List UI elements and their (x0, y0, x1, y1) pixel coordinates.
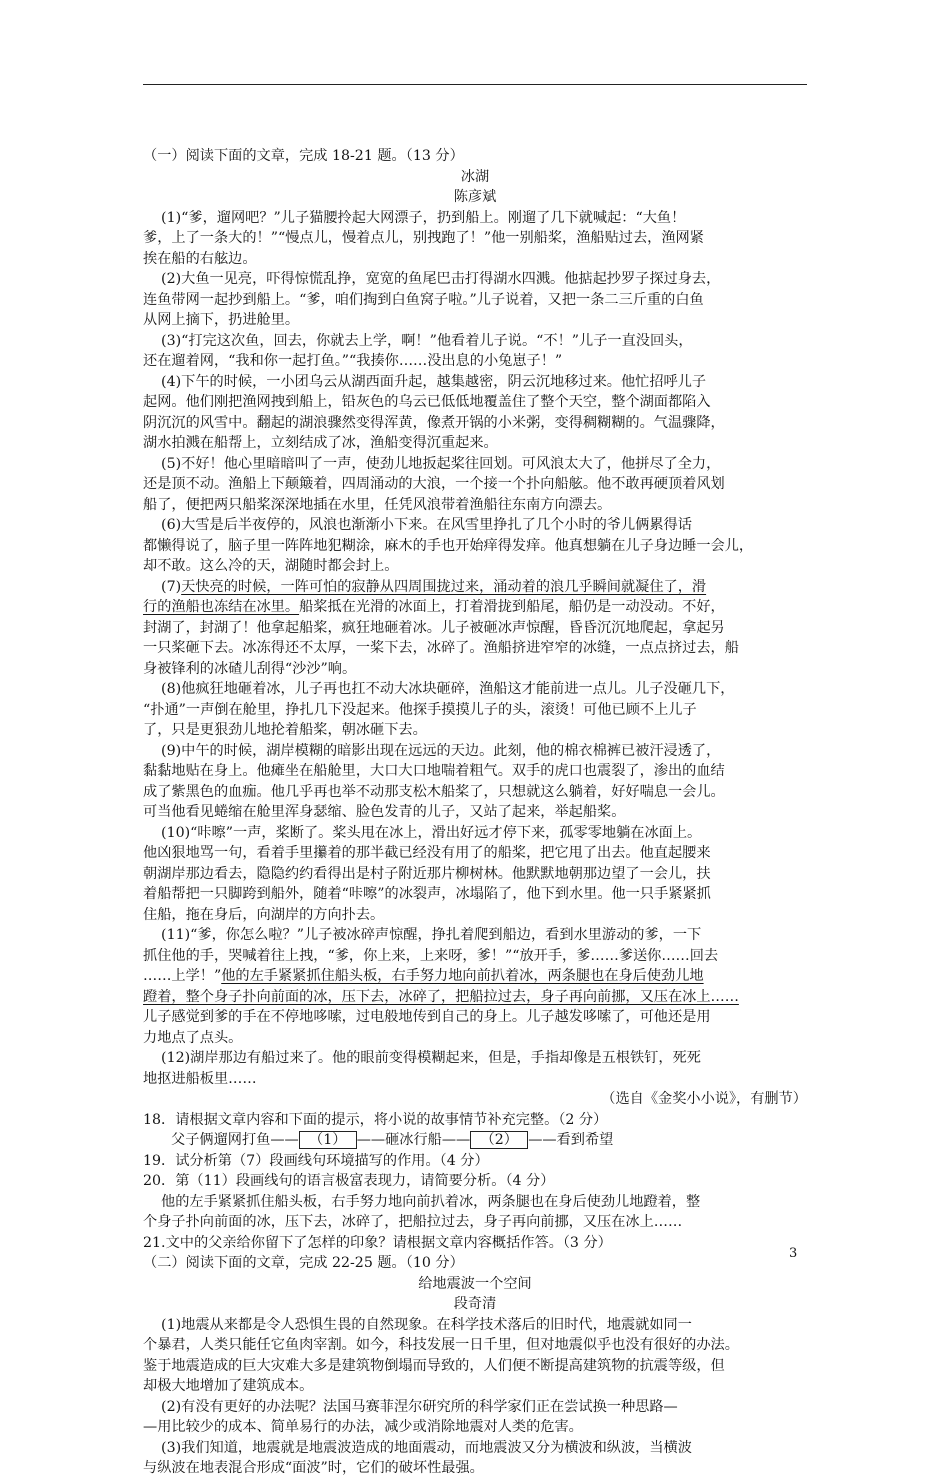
text-line: 地抠进船板里…… (143, 1070, 257, 1087)
text-line: 封湖了，封湖了！他拿起船桨，疯狂地砸着冰。儿子被砸冰声惊醒，昏昏沉沉地爬起，拿起另 (143, 619, 725, 636)
text-line: —用比较少的成本、简单易行的办法，减少或消除地震对人类的危害。 (143, 1419, 583, 1435)
text-span: ……上学！” (143, 968, 222, 984)
text-line: (8)他疯狂地砸着冰，儿子再也扛不动大冰块砸碎，渔船这才能前进一点儿。儿子没砸几下， (143, 681, 735, 697)
text-line: 儿子感觉到爹的手在不停地哆嗦，过电般地传到自己的身上。儿子越发哆嗦了，可他还是用 (143, 1009, 711, 1025)
article1-paragraph-3 (143, 331, 807, 372)
text-line: 个暴君，人类只能任它鱼肉宰割。如今，科技发展一日千里，但对地震似乎也没有很好的办法。 (143, 1337, 739, 1353)
flow-step-2: ——砸冰行船—— (356, 1132, 471, 1148)
text-line: 都懒得说了，脑子里一阵阵地犯糊涂，麻木的手也开始痒得发痒。他真想躺在儿子身边睡一会儿， (143, 537, 754, 554)
text-line: 阴沉沉的风雪中。翻起的湖浪骤然变得浑黄，像煮开锅的小米粥，变得稠糊糊的。气温骤降， (143, 414, 725, 431)
text-line (143, 966, 807, 987)
flow-step-1: 父子俩遛网打鱼—— (171, 1132, 299, 1148)
underlined-sentence: 天快亮的时候，一阵可怕的寂静从四周围拢过来，涌动着的浪几乎瞬间就凝住了，滑 (181, 578, 707, 595)
answer-blank-2[interactable]: （2） (470, 1131, 528, 1149)
question-18: 18．请根据文章内容和下面的提示，将小说的故事情节补充完整。（2 分） (143, 1111, 608, 1128)
text-line: 朝湖岸那边看去，隐隐约约看得出是村子附近那片柳树林。他默默地朝那边望了一会儿，扶 (143, 865, 711, 882)
text-line: 他的左手紧紧抓住船头板，右手努力地向前扒着冰，两条腿也在身后使劲儿地蹬着，整 (143, 1193, 701, 1210)
text-line: 可当他看见蜷缩在舱里浑身瑟缩、脸色发青的儿子，又站了起来，举起船桨。 (143, 804, 626, 820)
question-20-quote (143, 1192, 807, 1233)
paragraph-number: (7) (143, 578, 182, 595)
underlined-sentence: 他的左手紧紧抓住船头板，右手努力地向前扒着冰，两条腿也在身后使劲儿地 (221, 968, 704, 984)
article1-paragraph-7 (143, 577, 807, 680)
text-line: 着船帮把一只脚跨到船外，随着“咔嚓”的冰裂声，冰塌陷了，他下到水里。他一只手紧紧抓 (143, 886, 711, 902)
flow-step-3: ——看到希望 (528, 1132, 614, 1148)
article2-paragraph-2 (143, 1397, 807, 1438)
article1-paragraph-5 (143, 454, 807, 516)
text-line: 黏黏地贴在身上。他瘫坐在船舱里，大口大口地喘着粗气。双手的虎口也震裂了，渗出的血结 (143, 763, 725, 779)
text-line: (2)有没有更好的办法呢？法国马赛菲涅尔研究所的科学家们正在尝试换一种思路— (143, 1398, 678, 1415)
article1-paragraph-4 (143, 372, 807, 454)
article1-paragraph-6 (143, 515, 807, 577)
article1-paragraph-9 (143, 741, 807, 823)
article1-paragraph-10 (143, 823, 807, 926)
plot-flow-diagram (143, 1130, 807, 1151)
text-line: 从网上摘下，扔进舱里。 (143, 312, 300, 328)
article2-author: 段奇清 (453, 1296, 497, 1312)
text-line: 连鱼带网一起抄到船上。“爹，咱们掏到白鱼窝子啦。”儿子说着，又把一条二三斤重的白鱼 (143, 291, 704, 308)
text-line: (12)湖岸那边有船过来了。他的眼前变得模糊起来，但是，手指却像是五根铁钉，死死 (143, 1050, 701, 1066)
article1-paragraph-12 (143, 1048, 807, 1089)
text-line: 一只桨砸下去。冰冻得还不太厚，一桨下去，冰碎了。渔船挤进窄窄的冰缝，一点点挤过去，船 (143, 640, 739, 656)
underlined-sentence: 行的渔船也冻结在冰里。 (143, 599, 300, 615)
text-line (143, 987, 807, 1008)
article1-author: 陈彦斌 (453, 189, 497, 205)
text-line: 鉴于地震造成的巨大灾难大多是建筑物倒塌而导致的，人们便不断提高建筑物的抗震等级，但 (143, 1357, 725, 1374)
text-span: 船桨抵在光滑的冰面上，打着滑拢到船尾，船仍是一动没动。不好， (299, 599, 725, 615)
text-line: 了，只是更狠劲儿地抡着船桨，朝冰砸下去。 (143, 722, 427, 738)
text-line: 身被锋利的冰碴儿刮得“沙沙”响。 (143, 660, 357, 677)
page-number: 3 (789, 1246, 798, 1261)
text-line: 挨在船的右舷边。 (143, 250, 257, 267)
text-line: 他凶狠地骂一句，看着手里攥着的那半截已经没有用了的船桨，把它甩了出去。他直起腰来 (143, 845, 711, 861)
text-line: (2)大鱼一见亮，吓得惊慌乱挣，宽宽的鱼尾巴击打得湖水四溅。他掂起抄罗子探过身去， (143, 271, 721, 287)
exam-page-content (143, 146, 807, 1479)
article1-title: 冰湖 (460, 168, 490, 185)
question-20: 20．第（11）段画线句的语言极富表现力，请简要分析。（4 分） (143, 1173, 555, 1189)
article1-paragraph-8 (143, 679, 807, 741)
text-line: 湖水拍溅在船帮上，立刻结成了冰，渔船变得沉重起来。 (143, 435, 498, 451)
text-line: 个身子扑向前面的冰，压下去，冰碎了，把船拉过去，身子再向前挪，又压在冰上…… (143, 1214, 683, 1230)
text-line: 住船，拖在身后，向湖岸的方向扑去。 (143, 906, 385, 923)
text-line (143, 577, 807, 598)
article1-paragraph-2 (143, 269, 807, 331)
text-line: (10)“咔嚓”一声，桨断了。桨头甩在冰上，滑出好远才停下来，孤零零地躺在冰面上。 (143, 824, 702, 841)
underlined-sentence: 蹬着，整个身子扑向前面的冰，压下去，冰碎了，把船拉过去，身子再向前挪，又压在冰上…… (143, 988, 739, 1005)
text-line: (4)下午的时候，一小团乌云从湖西面升起，越集越密，阴云沉地移过来。他忙招呼儿子 (143, 373, 707, 390)
text-line (143, 597, 807, 618)
text-line: (1)地震从来都是令人恐惧生畏的自然现象。在科学技术落后的旧时代，地震就如同一 (143, 1316, 692, 1333)
text-line: 起网。他们刚把渔网拽到船上，铅灰色的乌云已低低地覆盖住了整个天空，整个湖面都陷入 (143, 394, 711, 410)
article1-paragraph-11 (143, 925, 807, 1048)
text-line: 爹，上了一条大的！”“慢点儿，慢着点儿，别拽跑了！”他一别船桨，渔船贴过去，渔网紧 (143, 230, 704, 246)
text-line: 力地点了点头。 (143, 1029, 243, 1046)
text-line: 抓住他的手，哭喊着往上拽，“爹，你上来，上来呀，爹！”“放开手，爹……爹送你……回去 (143, 947, 719, 964)
text-line: “扑通”一声倒在舱里，挣扎几下没起来。他探手摸摸儿子的头，滚烫！可他已顾不上儿子 (143, 701, 697, 718)
text-line: (1)“爹，遛网吧？”儿子猫腰拎起大网漂子，扔到船上。刚遛了几下就喊起：“大鱼！ (143, 209, 686, 226)
article2-paragraph-3 (143, 1438, 807, 1479)
article2-paragraph-1 (143, 1315, 807, 1397)
section2-heading: （二）阅读下面的文章，完成 22-25 题。（10 分） (143, 1255, 464, 1271)
article1-paragraph-1 (143, 208, 807, 270)
question-21: 21.文中的父亲给你留下了怎样的印象？请根据文章内容概括作答。（3 分） (143, 1234, 612, 1251)
text-line: (11)“爹，你怎么啦？”儿子被冰碎声惊醒，挣扎着爬到船边，看到水里游动的爹，一下 (143, 927, 702, 943)
text-line: 还在遛着网，“我和你一起打鱼。”“我揍你……没出息的小兔崽子！” (143, 353, 563, 369)
text-line: 却不敢。这么冷的天，湖随时都会封上。 (143, 558, 399, 574)
article2-title: 给地震波一个空间 (418, 1275, 532, 1292)
text-line: 却极大地增加了建筑成本。 (143, 1378, 314, 1394)
section1-heading: （一）阅读下面的文章，完成 18-21 题。（13 分） (143, 148, 464, 164)
text-line: 船了，便把两只船桨深深地插在水里，任凭风浪带着渔船往东南方向漂去。 (143, 496, 612, 513)
text-line: (9)中午的时候，湖岸模糊的暗影出现在远远的天边。此刻，他的棉衣棉裤已被汗浸透了， (143, 742, 721, 759)
question-19: 19．试分析第（7）段画线句环境描写的作用。（4 分） (143, 1152, 489, 1169)
text-line: (6)大雪是后半夜停的，风浪也渐渐小下来。在风雪里挣扎了几个小时的爷儿俩累得话 (143, 517, 692, 533)
text-line: 与纵波在地表混合形成“面波”时，它们的破坏性最强。 (143, 1460, 484, 1476)
text-line: 还是顶不动。渔船上下颠簸着，四周涌动的大浪，一个接一个扑向船舷。他不敢再硬顶着风划 (143, 476, 725, 492)
article1-source: （选自《金奖小小说》，有删节） (601, 1091, 807, 1107)
text-line: (3)我们知道，地震就是地震波造成的地面震动，而地震波又分为横波和纵波，当横波 (143, 1439, 692, 1456)
text-line: (5)不好！他心里暗暗叫了一声，使劲儿地扳起桨往回划。可风浪太大了，他拼尽了全力， (143, 455, 721, 472)
text-line: 成了紫黑色的血痂。他几乎再也举不动那支松木船桨了，只想就这么躺着，好好喘息一会儿。 (143, 783, 725, 800)
header-rule (143, 84, 807, 85)
text-line: (3)“打完这次鱼，回去，你就去上学，啊！”他看着儿子说。“不！”儿子一直没回头， (143, 332, 693, 349)
answer-blank-1[interactable]: （1） (299, 1131, 357, 1149)
